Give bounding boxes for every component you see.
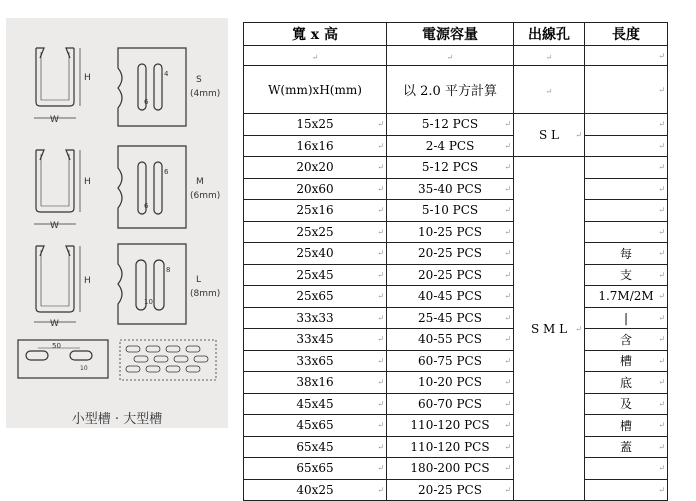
cell-capacity: 110-120 PCS ↵ [387,436,514,458]
return-mark: ↵ [446,52,454,62]
return-mark: ↵ [504,356,511,366]
table-row [244,307,668,329]
cell-capacity: 5-10 PCS ↵ [387,200,514,222]
cell-length: 每 ↵ [585,243,668,265]
cell-size: 33x45 ↵ [244,329,387,351]
return-mark: ↵ [504,248,511,258]
return-mark: ↵ [504,205,511,215]
return-mark: ↵ [658,420,665,430]
spec-table [243,22,668,501]
cell-length [585,200,668,222]
cell-size: 40x25 ↵ [244,479,387,501]
dim-m-b: 6 [144,202,149,210]
header-hole: 出線孔 [514,23,585,46]
return-mark: ↵ [377,162,384,172]
cell-length: 支 ↵ [585,264,668,286]
table-row [244,243,668,265]
cell-size: 33x65 ↵ [244,350,387,372]
illustration-caption: 小型槽 ‧ 大型槽 [71,412,163,427]
return-mark: ↵ [545,52,553,62]
cell-length: 1.7M/2M ↵ [585,286,668,308]
profile-l-drawing [36,246,74,312]
dim-50: 50 [52,342,61,350]
blank-row [244,46,668,66]
cell-size: 20x60 ↵ [244,178,387,200]
return-mark: ↵ [377,248,384,258]
cell-size: 16x16 ↵ [244,135,387,157]
return-mark: ↵ [504,313,511,323]
return-mark: ↵ [377,442,384,452]
table-row [244,350,668,372]
table-row [244,178,668,200]
return-mark: ↵ [658,85,665,94]
cell-capacity: 10-20 PCS ↵ [387,372,514,394]
return-mark: ↵ [658,119,665,129]
return-mark: ↵ [658,162,665,172]
return-mark: ↵ [311,52,319,62]
table-row [244,393,668,415]
cell-length [585,458,668,480]
dim-10: 10 [80,365,88,372]
cell-size: 25x45 ↵ [244,264,387,286]
unit-size: W(mm)xH(mm) [244,66,387,114]
cell-length: | ↵ [585,307,668,329]
cell-length: 底 ↵ [585,372,668,394]
table-row [244,372,668,394]
return-mark: ↵ [377,184,384,194]
return-mark: ↵ [504,442,511,452]
return-mark: ↵ [377,420,384,430]
size-l-mm: (8mm) [190,289,221,299]
h-label-m: H [84,177,91,187]
unit-row [244,66,668,114]
return-mark: ↵ [658,205,665,215]
w-label-s: W [50,115,59,125]
return-mark: ↵ [504,399,511,409]
return-mark: ↵ [504,270,511,280]
cell-size: 65x65 ↵ [244,458,387,480]
trunking-drawings [6,18,228,428]
table-row [244,436,668,458]
cell-capacity: 40-45 PCS ↵ [387,286,514,308]
return-mark: ↵ [545,86,553,96]
return-mark: ↵ [377,463,384,473]
return-mark: ↵ [658,442,665,452]
dim-l-a: 8 [166,266,171,274]
cell-capacity: 20-25 PCS ↵ [387,479,514,501]
cell-length: 槽 ↵ [585,415,668,437]
return-mark: ↵ [504,227,511,237]
return-mark: ↵ [504,291,511,301]
profile-m-drawing [36,150,74,212]
return-mark: ↵ [377,227,384,237]
cell-capacity: 110-120 PCS ↵ [387,415,514,437]
return-mark: ↵ [504,334,511,344]
return-mark: ↵ [377,377,384,387]
return-mark: ↵ [377,119,384,129]
return-mark: ↵ [377,141,384,151]
cell-size: 65x45 ↵ [244,436,387,458]
header-length: 長度 [585,23,668,46]
cell-size: 20x20 ↵ [244,157,387,179]
cell-hole-group1: S L ↵ [514,114,585,157]
cell-size: 38x16 ↵ [244,372,387,394]
cell-capacity: 40-55 PCS ↵ [387,329,514,351]
return-mark: ↵ [575,130,582,140]
return-mark: ↵ [377,485,384,495]
return-mark: ↵ [377,205,384,215]
size-m-mm: (6mm) [190,191,221,201]
h-label-l: H [84,276,91,286]
table-row [244,329,668,351]
return-mark: ↵ [658,377,665,387]
cell-length: 蓋 ↵ [585,436,668,458]
return-mark: ↵ [504,420,511,430]
return-mark: ↵ [377,270,384,280]
header-capacity: 電源容量 [387,23,514,46]
dim-s-b: 6 [144,98,149,106]
header-row [244,23,668,46]
cell-capacity: 35-40 PCS ↵ [387,178,514,200]
cell-capacity: 20-25 PCS ↵ [387,264,514,286]
cell-size: 45x65 ↵ [244,415,387,437]
cell-length: 槽 ↵ [585,350,668,372]
cell-capacity: 5-12 PCS ↵ [387,157,514,179]
cell-hole-group2: S M L ↵ [514,157,585,501]
return-mark: ↵ [658,227,665,237]
return-mark: ↵ [658,334,665,344]
cell-size: 25x65 ↵ [244,286,387,308]
cell-length: 含 ↵ [585,329,668,351]
return-mark: ↵ [658,485,665,495]
cell-capacity: 5-12 PCS ↵ [387,114,514,136]
table-row [244,415,668,437]
return-mark: ↵ [658,399,665,409]
size-l-label: L [196,275,202,285]
return-mark: ↵ [377,334,384,344]
return-mark: ↵ [575,324,582,333]
h-label-s: H [84,73,91,83]
cell-length [585,479,668,501]
return-mark: ↵ [658,184,665,194]
cell-capacity: 60-75 PCS ↵ [387,350,514,372]
return-mark: ↵ [658,51,665,60]
header-size: 寬 x 高 [244,23,387,46]
return-mark: ↵ [504,485,511,495]
return-mark: ↵ [504,162,511,172]
table-row [244,157,668,179]
table-row [244,221,668,243]
cell-capacity: 10-25 PCS ↵ [387,221,514,243]
table-body [244,114,668,501]
return-mark: ↵ [658,141,665,151]
profile-s-drawing [36,48,74,106]
cell-capacity: 60-70 PCS ↵ [387,393,514,415]
return-mark: ↵ [377,291,384,301]
cell-size: 15x25 ↵ [244,114,387,136]
cell-length [585,221,668,243]
w-label-l: W [50,319,59,329]
return-mark: ↵ [658,356,665,366]
cell-size: 33x33 ↵ [244,307,387,329]
cell-size: 25x25 ↵ [244,221,387,243]
return-mark: ↵ [504,377,511,387]
table-row [244,479,668,501]
cell-length [585,114,668,136]
table-row [244,200,668,222]
dim-m-a: 6 [164,168,169,176]
cell-size: 25x40 ↵ [244,243,387,265]
size-s-label: S [196,75,202,85]
cell-length [585,135,668,157]
cell-capacity: 180-200 PCS ↵ [387,458,514,480]
unit-capacity: 以 2.0 平方計算 [387,66,514,114]
w-label-m: W [50,221,59,231]
table-row [244,458,668,480]
cell-capacity: 2-4 PCS ↵ [387,135,514,157]
return-mark: ↵ [504,141,511,151]
return-mark: ↵ [377,356,384,366]
table-row [244,286,668,308]
return-mark: ↵ [658,313,665,323]
return-mark: ↵ [377,313,384,323]
return-mark: ↵ [658,270,665,280]
cell-size: 25x16 ↵ [244,200,387,222]
return-mark: ↵ [377,399,384,409]
cell-length [585,157,668,179]
return-mark: ↵ [504,119,511,129]
return-mark: ↵ [658,291,665,301]
trunking-illustration [6,18,228,428]
cell-size: 45x45 ↵ [244,393,387,415]
cell-length: 及 ↵ [585,393,668,415]
table-row [244,264,668,286]
cell-length [585,178,668,200]
cell-capacity: 25-45 PCS ↵ [387,307,514,329]
size-s-mm: (4mm) [190,89,221,99]
return-mark: ↵ [658,248,665,258]
return-mark: ↵ [504,463,511,473]
return-mark: ↵ [658,463,665,473]
return-mark: ↵ [504,184,511,194]
table-row [244,135,668,157]
cell-capacity: 20-25 PCS ↵ [387,243,514,265]
dim-l-b: 10 [144,298,153,306]
dim-s-a: 4 [164,70,169,78]
size-m-label: M [196,177,204,187]
table-row [244,114,668,136]
